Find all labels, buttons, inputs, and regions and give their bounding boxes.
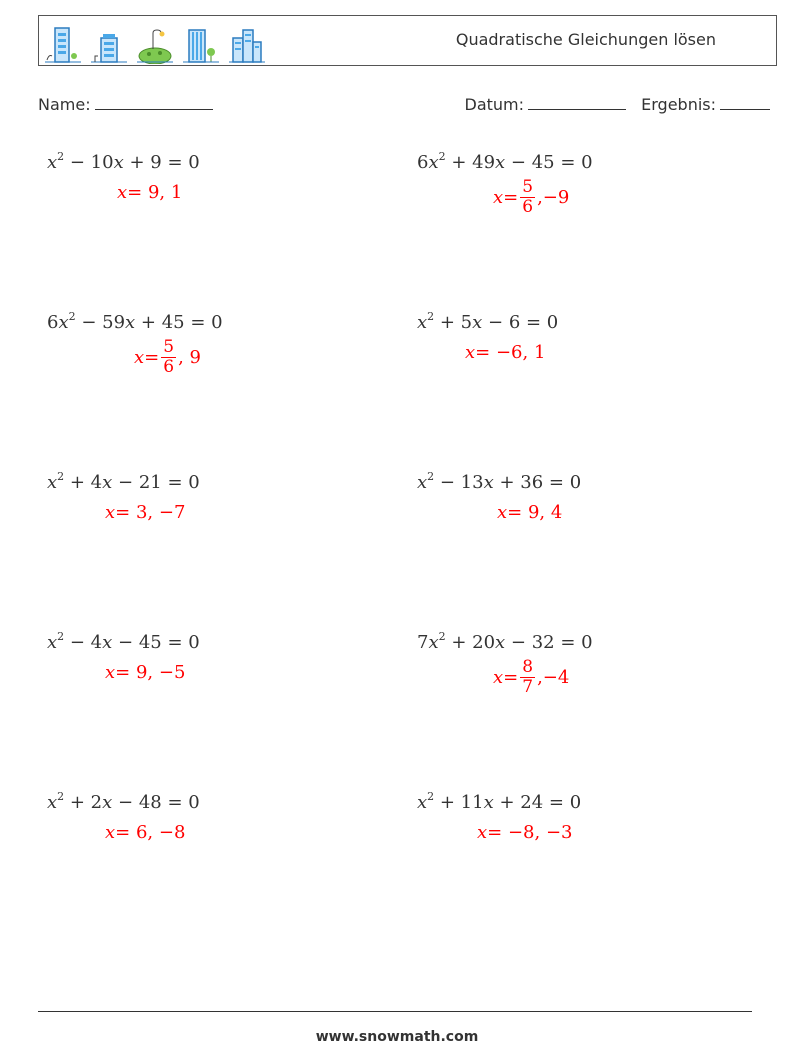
term: + 4	[64, 472, 103, 493]
date-score-fields	[465, 94, 770, 114]
equation	[47, 630, 200, 653]
variable: x	[47, 632, 58, 653]
name-blank	[95, 94, 213, 110]
coefficient: 6	[47, 312, 59, 333]
answer	[105, 502, 185, 523]
variable: x	[417, 792, 428, 813]
answer-value: = 9, −5	[115, 662, 186, 683]
term: + 24 = 0	[493, 792, 582, 813]
equation	[417, 790, 581, 813]
exponent: 2	[57, 790, 65, 803]
score-field	[641, 95, 770, 114]
answer-variable: x	[105, 662, 116, 683]
answer-value: = −6, 1	[475, 342, 546, 363]
name-field	[38, 94, 213, 114]
variable: x	[102, 632, 113, 653]
answer-equals: =	[144, 347, 160, 368]
variable: x	[58, 312, 69, 333]
park-icon	[135, 24, 175, 64]
answer-value: ,−4	[537, 667, 570, 688]
term: − 10	[64, 152, 114, 173]
answer-variable: x	[134, 347, 145, 368]
answer-variable: x	[477, 822, 488, 843]
exponent: 2	[57, 630, 65, 643]
answer-fraction	[520, 178, 535, 217]
term: − 59	[75, 312, 126, 333]
city-icon	[227, 24, 267, 64]
answer	[105, 662, 185, 683]
answer-value: ,−9	[537, 187, 570, 208]
exponent: 2	[427, 310, 435, 323]
equation	[417, 310, 558, 333]
term: − 13	[434, 472, 484, 493]
answer-fraction	[161, 338, 176, 377]
term: − 21 = 0	[112, 472, 200, 493]
exponent: 2	[57, 470, 65, 483]
term: − 4	[64, 632, 103, 653]
exponent: 2	[427, 790, 435, 803]
answer	[477, 822, 572, 843]
variable: x	[495, 152, 506, 173]
variable: x	[417, 472, 428, 493]
answer	[493, 178, 569, 217]
equation	[417, 150, 593, 173]
date-field	[465, 95, 627, 114]
term: + 9 = 0	[123, 152, 200, 173]
answer-variable: x	[105, 502, 116, 523]
answer-equals: =	[503, 187, 519, 208]
coefficient: 6	[417, 152, 429, 173]
term: + 20	[445, 632, 496, 653]
variable: x	[47, 792, 58, 813]
answer-value: = 6, −8	[115, 822, 186, 843]
score-label: Ergebnis:	[641, 95, 716, 114]
equation	[417, 630, 593, 653]
term: − 6 = 0	[482, 312, 559, 333]
date-label: Datum:	[464, 95, 525, 114]
answer-equals: =	[503, 667, 519, 688]
variable: x	[417, 312, 428, 333]
answer-variable: x	[117, 182, 128, 203]
answer	[117, 182, 182, 203]
term: + 49	[445, 152, 496, 173]
answer-variable: x	[465, 342, 476, 363]
date-blank	[528, 94, 626, 110]
term: + 36 = 0	[493, 472, 582, 493]
fraction-numerator: 5	[163, 337, 175, 357]
variable: x	[483, 472, 494, 493]
answer-variable: x	[493, 667, 504, 688]
variable: x	[47, 152, 58, 173]
term: − 45 = 0	[112, 632, 200, 653]
exponent: 2	[68, 310, 76, 323]
answer	[105, 822, 185, 843]
term: + 5	[434, 312, 473, 333]
variable: x	[495, 632, 506, 653]
answer	[493, 658, 569, 697]
equation	[417, 470, 581, 493]
variable: x	[113, 152, 124, 173]
term: − 32 = 0	[505, 632, 593, 653]
term: + 2	[64, 792, 103, 813]
variable: x	[483, 792, 494, 813]
answer-variable: x	[105, 822, 116, 843]
exponent: 2	[427, 470, 435, 483]
term: − 45 = 0	[505, 152, 593, 173]
fraction-denominator: 6	[522, 197, 534, 217]
worksheet-title: Quadratische Gleichungen lösen	[455, 30, 716, 49]
term: + 45 = 0	[135, 312, 223, 333]
term: − 48 = 0	[112, 792, 200, 813]
answer-value: , 9	[178, 347, 201, 368]
fraction-numerator: 5	[522, 177, 534, 197]
fraction-numerator: 8	[522, 657, 534, 677]
answer-value: = 9, 1	[127, 182, 183, 203]
variable: x	[125, 312, 136, 333]
answer	[465, 342, 545, 363]
variable: x	[102, 792, 113, 813]
footer-divider	[38, 1011, 752, 1012]
footer-url: www.snowmath.com	[315, 1029, 479, 1045]
header-icons	[43, 24, 267, 64]
header-box	[38, 15, 777, 66]
equation	[47, 150, 200, 173]
equation	[47, 310, 223, 333]
answer-variable: x	[497, 502, 508, 523]
exponent: 2	[438, 150, 446, 163]
building-icon	[89, 24, 129, 64]
answer-value: = 3, −7	[115, 502, 186, 523]
equation	[47, 790, 200, 813]
score-blank	[720, 94, 770, 110]
variable: x	[472, 312, 483, 333]
answer	[134, 338, 201, 377]
exponent: 2	[438, 630, 446, 643]
coefficient: 7	[417, 632, 429, 653]
exponent: 2	[57, 150, 65, 163]
term: + 11	[434, 792, 484, 813]
answer-fraction	[520, 658, 535, 697]
building-icon	[43, 24, 83, 64]
answer-value: = 9, 4	[507, 502, 563, 523]
variable: x	[428, 152, 439, 173]
variable: x	[47, 472, 58, 493]
answer-variable: x	[493, 187, 504, 208]
fraction-denominator: 7	[522, 677, 534, 697]
name-label: Name:	[38, 95, 91, 114]
skyscraper-icon	[181, 24, 221, 64]
fraction-denominator: 6	[163, 357, 175, 377]
answer	[497, 502, 562, 523]
equation	[47, 470, 200, 493]
variable: x	[102, 472, 113, 493]
answer-value: = −8, −3	[487, 822, 573, 843]
variable: x	[428, 632, 439, 653]
